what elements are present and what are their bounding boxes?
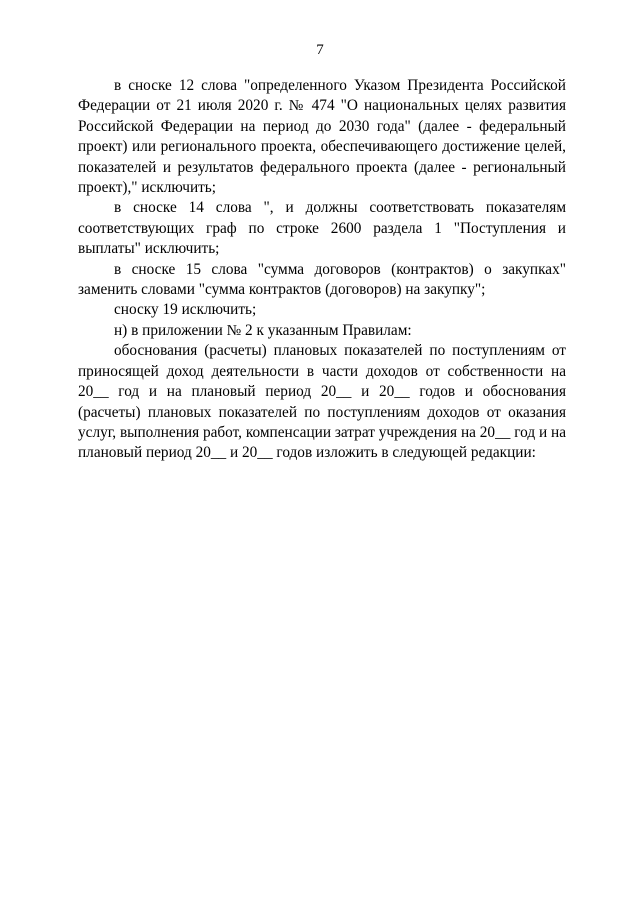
paragraph-footnote-12: в сноске 12 слова "определенного Указом Президента Российской Федерации от 21 июля 2020 г. № 474 "О национальных целях развития Российской Федерации на период до 2030 года" (далее - федеральный проект) или регионального проекта, обеспечивающего достижение целей, показателей и результатов федерального проекта (далее - региональный проект)," исключить; [78, 77, 566, 197]
page-number: 7 [316, 42, 324, 58]
document-body [78, 76, 566, 464]
paragraph-footnote-19: сноску 19 исключить; [114, 301, 257, 319]
paragraph-justifications: обоснования (расчеты) плановых показателей по поступлениям от приносящей доход деятельности в части доходов от собственности на 20__ год и на плановый период 20__ и 20__ годов и обоснования (расчеты) плановых показателей по поступлениям доходов от оказания услуг, выполнения работ, компенсации затрат учреждения на 20__ год и на плановый период 20__ и 20__ годов изложить в следующей редакции: [78, 342, 566, 462]
paragraph-appendix-2: н) в приложении № 2 к указанным Правилам: [114, 321, 412, 339]
paragraph-footnote-15: в сноске 15 слова "сумма договоров (контрактов) о закупках" заменить словами "сумма контрактов (договоров) на закупку"; [78, 260, 566, 299]
paragraph-footnote-14: в сноске 14 слова ", и должны соответствовать показателям соответствующих граф по строке 2600 раздела 1 "Поступления и выплаты" исключить; [78, 199, 566, 258]
